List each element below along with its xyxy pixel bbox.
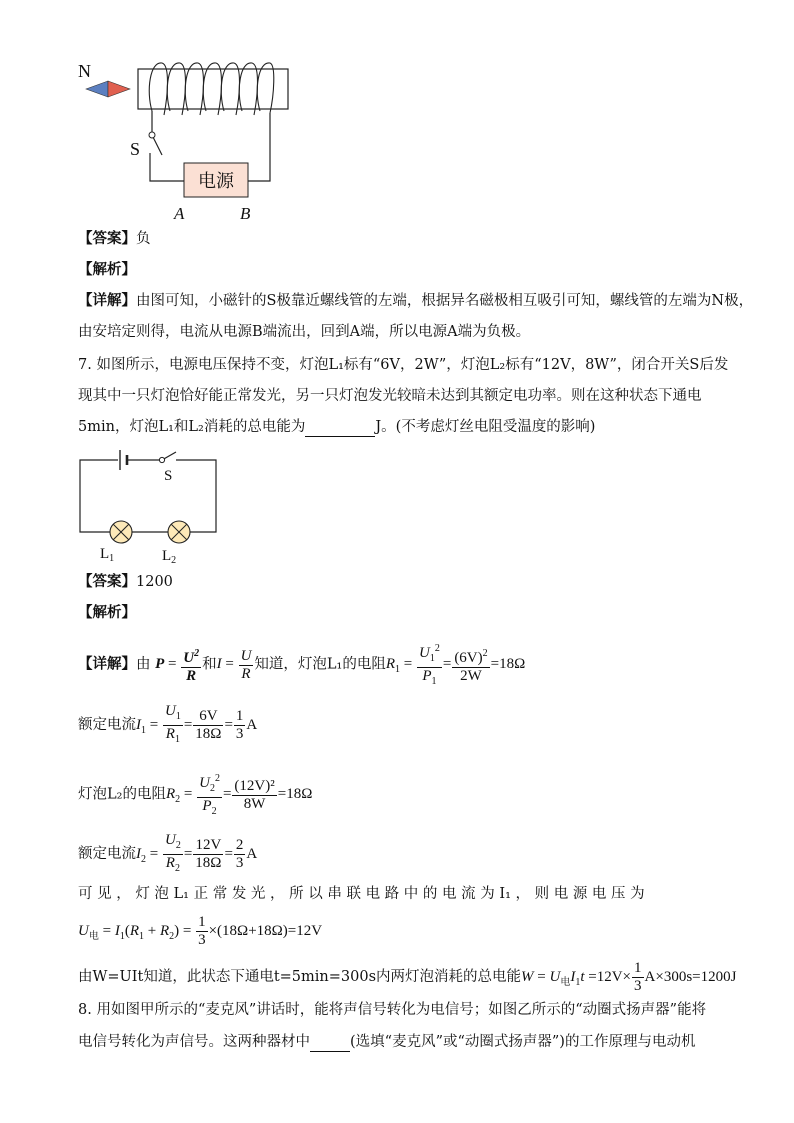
q7-stem-line2: 现其中一只灯泡恰好能正常发光，另一只灯泡发光较暗未达到其额定电功率。则在这种状态下通电 — [78, 388, 702, 404]
q6-answer — [78, 229, 151, 249]
detail-tag: 【详解】 — [78, 292, 136, 309]
terminal-a-label: A — [174, 204, 185, 223]
q7-i2-line: 额定电流$I_2$ = $\frac{U_2}{R_2}$ = $\frac{12V}{18\Omega}$ = $\frac{2}{3}$ A — [78, 832, 258, 874]
switch-s-label: S — [164, 468, 173, 484]
q7-stem-line3 — [78, 417, 595, 437]
q8-stem-line2 — [78, 1032, 695, 1052]
r1-formula: $R_1$ = $\frac{U_1^2}{P_1}$ = $\frac{(6V)^2}{2W}$ =18Ω — [386, 656, 525, 672]
answer-tag: 【答案】 — [78, 573, 136, 590]
q7-analysis-tag: 【解析】 — [78, 604, 136, 621]
i2-num: 2 — [235, 837, 244, 853]
q8-stem-line1: 8. 用如图甲所示的“麦克风”讲话时，能将声信号转化为电信号；如图乙所示的“动圈式扬声器”能将 — [78, 1002, 707, 1018]
i1-num: 1 — [235, 708, 244, 724]
lamp-l1-label: $L_1$ — [100, 546, 115, 564]
stem-text: (选填“麦克风”或“动圈式扬声器”)的工作原理与电动机 — [350, 1034, 696, 1050]
q7-conclusion-line: 可 见 ， 灯 泡 L₁ 正 常 发 光 ， 所 以 串 联 电 路 中 的 电 流 为 I₁ ， 则 电 源 电 压 为 — [78, 886, 645, 902]
circuit-wires — [80, 452, 216, 532]
terminal-b-label: B — [240, 204, 251, 223]
r2-result: =18Ω — [277, 786, 313, 803]
series-lamps-circuit-figure — [72, 448, 222, 566]
i1-unit: A — [246, 716, 258, 733]
answer-tag: 【答案】 — [78, 230, 136, 247]
detail-tag: 【详解】 — [78, 655, 136, 673]
detail-text: 由图可知，小磁针的S极靠近螺线管的左端，根据异名磁极相互吸引可知，螺线管的左端为N极， — [136, 293, 754, 309]
q6-detail-line1 — [78, 291, 753, 311]
coil-turns — [149, 63, 274, 115]
answer-value: 1200 — [136, 574, 173, 590]
q7-i1-line: 额定电流$I_1$ = $\frac{U_1}{R_1}$ = $\frac{6V}{18\Omega}$ = $\frac{1}{3}$ A — [78, 703, 258, 745]
i1-resistance: 18Ω — [195, 726, 222, 742]
stem-text: J。(不考虑灯丝电阻受温度的影响) — [375, 419, 596, 435]
q7-voltage-eq: $U_电 = I_1(R_1 + R_2)$ = $\frac{1}{3}$ ×(18Ω+18Ω)=12V — [78, 914, 323, 948]
compass-n-label: N — [78, 61, 91, 81]
energy-calc: =12V× — [588, 968, 632, 985]
lamp-l1-icon — [110, 521, 132, 543]
q7-r2-line: 灯泡L₂的电阻$R_2$ = $\frac{U_2^2}{P_2}$ = $\frac{\text{(12V)²}}{8W}$ =18Ω — [78, 770, 312, 820]
detail-text: 额定电流 — [78, 716, 136, 733]
i2-voltage: 12V — [193, 837, 223, 855]
i1-den: 3 — [235, 726, 244, 742]
battery-icon — [120, 450, 127, 470]
power-supply-label: 电源 — [198, 171, 234, 192]
i2-den: 3 — [235, 855, 244, 871]
detail-text: 和 — [202, 656, 217, 673]
r1-result: =18Ω — [490, 656, 526, 673]
detail-text: 由 — [136, 656, 151, 673]
i2-resistance: 18Ω — [195, 855, 222, 871]
q6-analysis-tag: 【解析】 — [78, 261, 136, 278]
switch-s-label: S — [130, 139, 141, 159]
r2-denominator: 8W — [243, 795, 266, 812]
r2-numerator: (12V)² — [234, 777, 275, 794]
stem-text: 5min，灯泡L₁和L₂消耗的总电能为 — [78, 419, 306, 435]
switch-contact — [159, 457, 164, 462]
q7-detail-formula-line — [78, 640, 525, 690]
i2-unit: A — [246, 845, 258, 862]
answer-blank — [305, 436, 375, 437]
stem-text: 电信号转化为声信号。这两种器材中 — [78, 1034, 310, 1050]
current-formula: I = $\frac{U}{R}$ — [216, 647, 252, 682]
detail-text: 额定电流 — [78, 845, 136, 862]
compass-needle-icon — [86, 81, 130, 97]
q7-final-line: 由W=UIt知道，此状态下通电t=5min=300s内两灯泡消耗的总电能$W = U_电I_1t =12V\times$ $\frac{1}{3}$ A×300s=1200J — [78, 960, 737, 994]
q6-detail-line2: 由安培定则得，电流从电源B端流出，回到A端，所以电源A端为负极。 — [78, 324, 531, 340]
detail-text: 灯泡L₂的电阻 — [78, 786, 166, 803]
i1-voltage: 6V — [193, 708, 223, 726]
answer-blank — [310, 1051, 350, 1052]
lamp-l2-label: $L_2$ — [162, 548, 177, 566]
answer-value: 负 — [136, 231, 151, 247]
lamp-l2-icon — [168, 521, 190, 543]
detail-text: 知道，灯泡L₁的电阻 — [254, 656, 386, 673]
power-formula: P = $\frac{U^2}{R}$ — [155, 656, 202, 672]
voltage-result: ×(18Ω+18Ω)=12V — [208, 922, 323, 939]
q7-answer — [78, 572, 173, 592]
solenoid-core — [138, 69, 288, 109]
q7-stem-line1: 7. 如图所示，电源电压保持不变，灯泡L₁标有“6V，2W”，灯泡L₂标有“12V，8W”，闭合开关S后发 — [78, 357, 729, 373]
solenoid-circuit-figure — [70, 55, 310, 225]
detail-text: 由W=UIt知道，此状态下通电t=5min=300s内两灯泡消耗的总电能 — [78, 968, 522, 985]
switch-contact — [149, 132, 155, 138]
energy-result: A×300s=1200J — [644, 968, 737, 985]
